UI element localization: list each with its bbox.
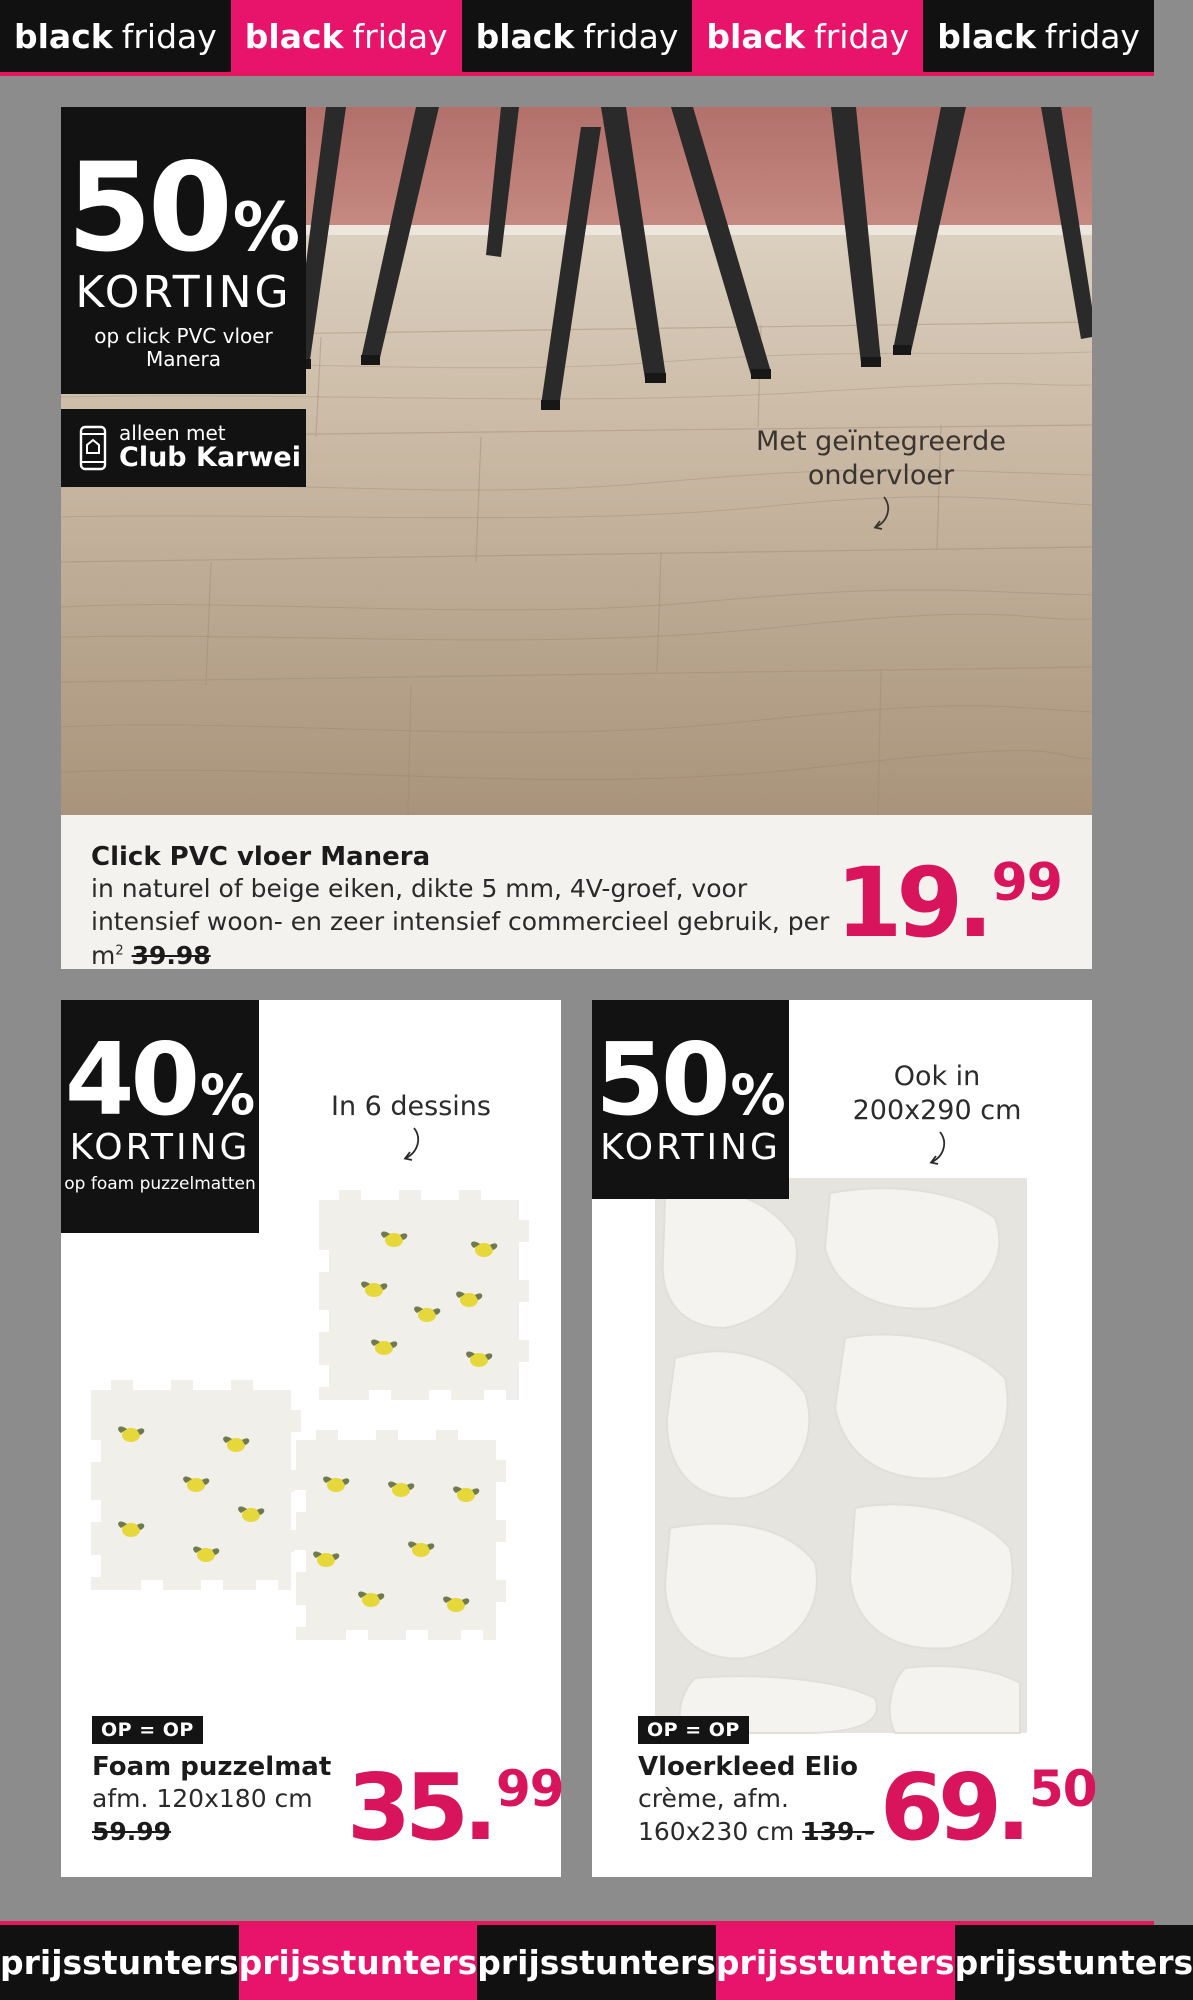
top-banner <box>0 0 1154 76</box>
discount-percentage <box>61 1021 259 1138</box>
product-description-line2 <box>638 1815 888 1848</box>
price-decimals: 99 <box>991 853 1062 913</box>
feature-callout <box>291 1090 531 1173</box>
korting-label: KORTING <box>600 1127 781 1168</box>
club-karwei-badge <box>61 409 306 487</box>
percent-sign: % <box>200 1063 256 1127</box>
korting-label: KORTING <box>69 1127 251 1168</box>
sale-price <box>835 847 1062 959</box>
banner-word-bold: prijsstunters <box>238 1943 478 1982</box>
op-is-op-tag: OP = OP <box>92 1716 203 1744</box>
banner-word-bold: black <box>244 16 344 56</box>
percent-sign: % <box>730 1063 786 1127</box>
price-decimals: 50 <box>1028 1760 1097 1818</box>
description-size: 160x230 cm <box>638 1817 795 1847</box>
banner-word-bold: black <box>706 16 806 56</box>
prijsstunters-segment <box>0 1925 239 2000</box>
banner-word: friday <box>583 16 679 56</box>
product-name: Foam puzzelmat <box>92 1752 332 1782</box>
old-price: 39.98 <box>131 940 211 970</box>
op-is-op-tag: OP = OP <box>638 1716 749 1744</box>
discount-percentage <box>61 137 306 279</box>
bottom-banner <box>0 1921 1193 2000</box>
club-line2: Club Karwei <box>119 442 301 474</box>
black-friday-segment <box>692 0 923 72</box>
puzzle-mat-offer-card[interactable] <box>61 1000 564 1877</box>
price-integer: 69. <box>880 1754 1025 1861</box>
old-price: 59.99 <box>92 1817 172 1847</box>
black-friday-segment <box>923 0 1154 72</box>
discount-number: 50 <box>66 137 229 279</box>
discount-number: 40 <box>64 1021 197 1138</box>
rug-image <box>655 1178 1027 1733</box>
product-description: crème, afm. <box>638 1784 789 1813</box>
banner-word-bold: black <box>475 16 575 56</box>
sale-price <box>880 1754 1097 1861</box>
banner-word: friday <box>1044 16 1140 56</box>
discount-badge <box>61 1000 259 1233</box>
banner-word: friday <box>352 16 448 56</box>
product-description <box>91 872 851 972</box>
prijsstunters-segment <box>239 1925 478 2000</box>
product-info <box>91 842 851 972</box>
curved-arrow-icon <box>866 493 896 533</box>
black-friday-segment <box>462 0 693 72</box>
old-price: 139.- <box>802 1817 875 1847</box>
price-decimals: 99 <box>495 1760 564 1818</box>
callout-text: In 6 dessins <box>331 1091 491 1122</box>
badge-subtitle: op foam puzzelmatten <box>64 1174 256 1194</box>
curved-arrow-icon <box>396 1124 426 1164</box>
prijsstunters-segment <box>477 1925 716 2000</box>
product-name: Click PVC vloer Manera <box>91 842 431 872</box>
banner-word: friday <box>121 16 217 56</box>
banner-word-bold: prijsstunters <box>954 1943 1193 1982</box>
discount-badge <box>61 107 306 394</box>
banner-word-bold: prijsstunters <box>715 1943 955 1982</box>
product-info <box>638 1752 888 1849</box>
banner-word-bold: black <box>14 16 113 56</box>
discount-badge <box>592 1000 789 1199</box>
prijsstunters-segment <box>955 1925 1193 2000</box>
banner-word-bold: prijsstunters <box>477 1943 716 1982</box>
price-integer: 19. <box>835 847 988 959</box>
feature-callout <box>741 425 1021 541</box>
phone-icon <box>79 425 107 471</box>
banner-word-bold: prijsstunters <box>0 1943 239 1982</box>
club-line1: alleen met <box>119 421 226 446</box>
superscript: 2 <box>115 943 124 959</box>
product-name: Vloerkleed Elio <box>638 1752 858 1782</box>
percent-sign: % <box>232 188 300 266</box>
rug-offer-card[interactable] <box>592 1000 1097 1877</box>
callout-text: Met geïntegreerde ondervloer <box>756 426 1006 491</box>
feature-callout <box>802 1060 1072 1176</box>
prijsstunters-segment <box>716 1925 955 2000</box>
korting-label: KORTING <box>75 267 292 318</box>
black-friday-segment <box>0 0 231 72</box>
discount-number: 50 <box>595 1021 727 1138</box>
floor-offer-card[interactable] <box>61 107 1092 969</box>
banner-word: friday <box>814 16 910 56</box>
callout-text: Ook in 200x290 cm <box>852 1061 1022 1126</box>
black-friday-segment <box>231 0 462 72</box>
discount-percentage <box>592 1021 789 1138</box>
product-info <box>92 1752 332 1849</box>
badge-subtitle: op click PVC vloer Manera <box>94 324 273 371</box>
sale-price <box>347 1754 564 1861</box>
price-integer: 35. <box>347 1754 492 1861</box>
description-text: in naturel of beige eiken, dikte 5 mm, 4V-groef, voor intensief woon- en zeer intensief commercieel gebruik, per m <box>91 874 830 970</box>
curved-arrow-icon <box>922 1128 952 1168</box>
banner-word-bold: black <box>937 16 1036 56</box>
product-description: afm. 120x180 cm <box>92 1784 313 1813</box>
puzzle-mat-image <box>81 1180 551 1680</box>
